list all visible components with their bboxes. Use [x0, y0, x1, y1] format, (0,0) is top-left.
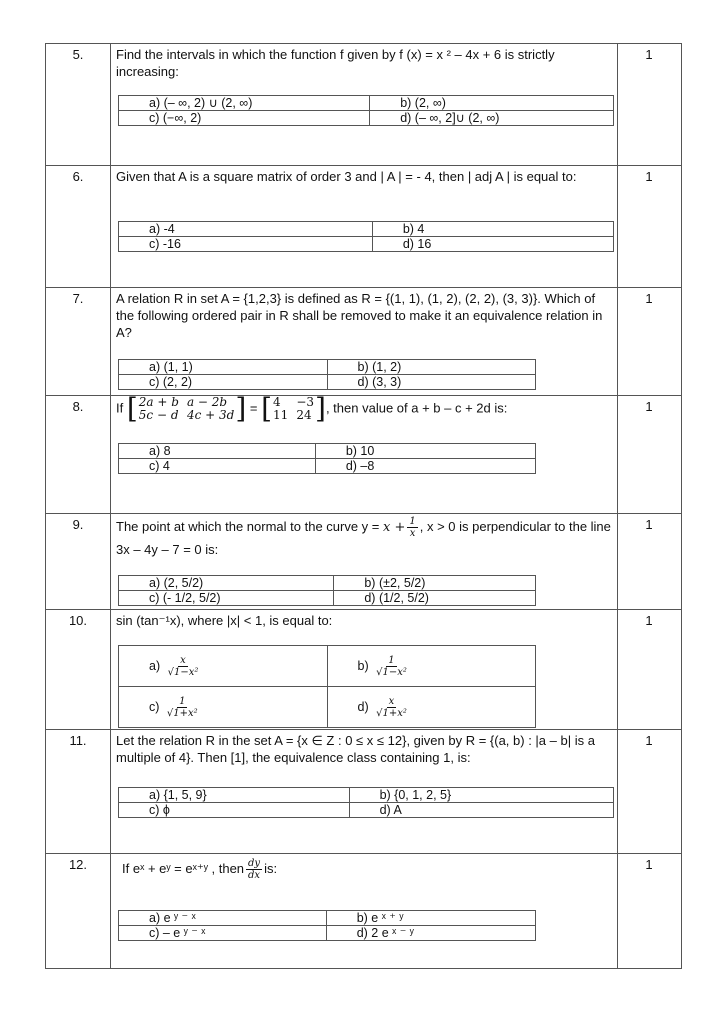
- matrix-cell: 4c + 3d: [186, 408, 235, 422]
- options-table: [118, 575, 536, 606]
- matrix-cell: 4: [273, 395, 281, 409]
- matrix-right: [ 4 −3 11 24 ]: [261, 392, 326, 425]
- question-text: [116, 392, 616, 425]
- matrix-cell: 2a + b: [138, 395, 179, 409]
- question-text: The point at which the normal to the curve y = x + $\frac{1}{x}$ , x > 0 is perpendicular to the line 3x – 4y – 7 = 0 is:: [116, 516, 611, 558]
- question-number: 10.: [68, 613, 88, 628]
- option-b[interactable]: b) e ˣ ⁺ ʸ: [326, 911, 535, 926]
- option-b[interactable]: b) (1, 2): [327, 360, 536, 375]
- options-table: [118, 910, 536, 941]
- option-a[interactable]: a) $\frac{x}{\text{√1−x²}}$: [119, 646, 328, 687]
- option-d[interactable]: d) (1/2, 5/2): [334, 591, 536, 606]
- fraction: $\frac{dy}{dx}$: [248, 858, 261, 882]
- question-number: 5.: [72, 47, 84, 62]
- option-b[interactable]: b) (±2, 5/2): [334, 576, 536, 591]
- question-marks: 1: [645, 613, 653, 628]
- question-number: 8.: [72, 399, 84, 414]
- question-prefix: If: [116, 400, 124, 416]
- question-marks: 1: [645, 733, 653, 748]
- option-d[interactable]: d) $\frac{x}{\text{√1+x²}}$: [327, 687, 536, 728]
- question-number: 12.: [68, 857, 88, 872]
- option-a[interactable]: a) (– ∞, 2) ∪ (2, ∞): [119, 96, 370, 111]
- option-d[interactable]: d) 2 e ˣ ⁻ ʸ: [326, 926, 535, 941]
- matrix-cell: 24: [296, 408, 312, 422]
- options-table: [118, 645, 536, 728]
- matrix-left: [ 2a + b a − 2b 5c − d 4c + 3d ]: [126, 392, 247, 425]
- option-a[interactable]: a) (2, 5/2): [119, 576, 334, 591]
- option-c[interactable]: c) $\frac{1}{\text{√1+x²}}$: [119, 687, 328, 728]
- options-table: [118, 443, 536, 474]
- question-text: Find the intervals in which the function f given by f (x) = x ² – 4x + 6 is strictly increasing:: [116, 47, 555, 79]
- question-row: [46, 854, 681, 970]
- question-row: [46, 610, 681, 730]
- option-b[interactable]: b) 10: [315, 444, 535, 459]
- equals-sign: =: [249, 400, 258, 416]
- option-d[interactable]: d) 16: [372, 237, 613, 252]
- question-row: [46, 166, 681, 288]
- option-c[interactable]: c) – e ʸ ⁻ ˣ: [119, 926, 327, 941]
- question-text: Given that A is a square matrix of order 3 and | A | = - 4, then | adj A | is equal to:: [116, 169, 577, 184]
- matrix-cell: −3: [296, 395, 315, 409]
- question-row: [46, 288, 681, 396]
- option-c[interactable]: c) (−∞, 2): [119, 111, 370, 126]
- option-c[interactable]: c) -16: [119, 237, 373, 252]
- option-a[interactable]: a) (1, 1): [119, 360, 328, 375]
- matrix-cell: a − 2b: [186, 395, 228, 409]
- question-row: [46, 44, 681, 166]
- question-marks: 1: [645, 47, 653, 62]
- question-marks: 1: [645, 857, 653, 872]
- option-a[interactable]: a) -4: [119, 222, 373, 237]
- option-a[interactable]: a) {1, 5, 9}: [119, 788, 350, 803]
- question-text: If eˣ + eʸ = eˣ⁺ʸ , then $\frac{dy}{dx}$ is:: [122, 858, 278, 882]
- matrix-cell: 11: [273, 408, 289, 422]
- options-table: [118, 359, 536, 390]
- question-marks: 1: [645, 291, 653, 306]
- options-table: [118, 787, 614, 818]
- question-row: [46, 730, 681, 854]
- option-c[interactable]: c) 4: [119, 459, 316, 474]
- option-b[interactable]: b) {0, 1, 2, 5}: [349, 788, 613, 803]
- question-table: [45, 43, 682, 969]
- option-d[interactable]: d) (– ∞, 2]∪ (2, ∞): [370, 111, 614, 126]
- option-b[interactable]: b) (2, ∞): [370, 96, 614, 111]
- option-b[interactable]: b) 4: [372, 222, 613, 237]
- question-number: 9.: [72, 517, 84, 532]
- question-text: sin (tan⁻¹x), where |x| < 1, is equal to:: [116, 613, 333, 628]
- fraction: $\frac{1}{x}$: [409, 516, 416, 540]
- option-a[interactable]: a) 8: [119, 444, 316, 459]
- question-text: A relation R in set A = {1,2,3} is defined as R = {(1, 1), (1, 2), (2, 2), (3, 3)}. Which of the following ordered pair in R shall be removed to make it an equivalence relation in A?: [116, 291, 603, 340]
- question-number: 6.: [72, 169, 84, 184]
- question-number: 11.: [69, 733, 87, 748]
- question-marks: 1: [645, 517, 653, 532]
- options-table: [118, 221, 614, 252]
- option-c[interactable]: c) (2, 2): [119, 375, 328, 390]
- question-text: Let the relation R in the set A = {x ∈ Z : 0 ≤ x ≤ 12}, given by R = {(a, b) : |a – b| is a multiple of 4}. Then [1], the equivalence class containing 1, is:: [116, 733, 595, 765]
- question-row: [46, 392, 681, 514]
- option-d[interactable]: d) –8: [315, 459, 535, 474]
- matrix-cell: 5c − d: [138, 408, 179, 422]
- option-d[interactable]: d) A: [349, 803, 613, 818]
- option-c[interactable]: c) ϕ: [119, 803, 350, 818]
- question-marks: 1: [645, 399, 653, 414]
- question-marks: 1: [645, 169, 653, 184]
- question-suffix: , then value of a + b – c + 2d is:: [325, 400, 508, 416]
- option-a[interactable]: a) e ʸ ⁻ ˣ: [119, 911, 327, 926]
- option-c[interactable]: c) (- 1/2, 5/2): [119, 591, 334, 606]
- question-row: [46, 514, 681, 610]
- options-table: [118, 95, 614, 126]
- question-number: 7.: [72, 291, 84, 306]
- option-b[interactable]: b) $\frac{1}{\text{√1−x²}}$: [327, 646, 536, 687]
- option-d[interactable]: d) (3, 3): [327, 375, 536, 390]
